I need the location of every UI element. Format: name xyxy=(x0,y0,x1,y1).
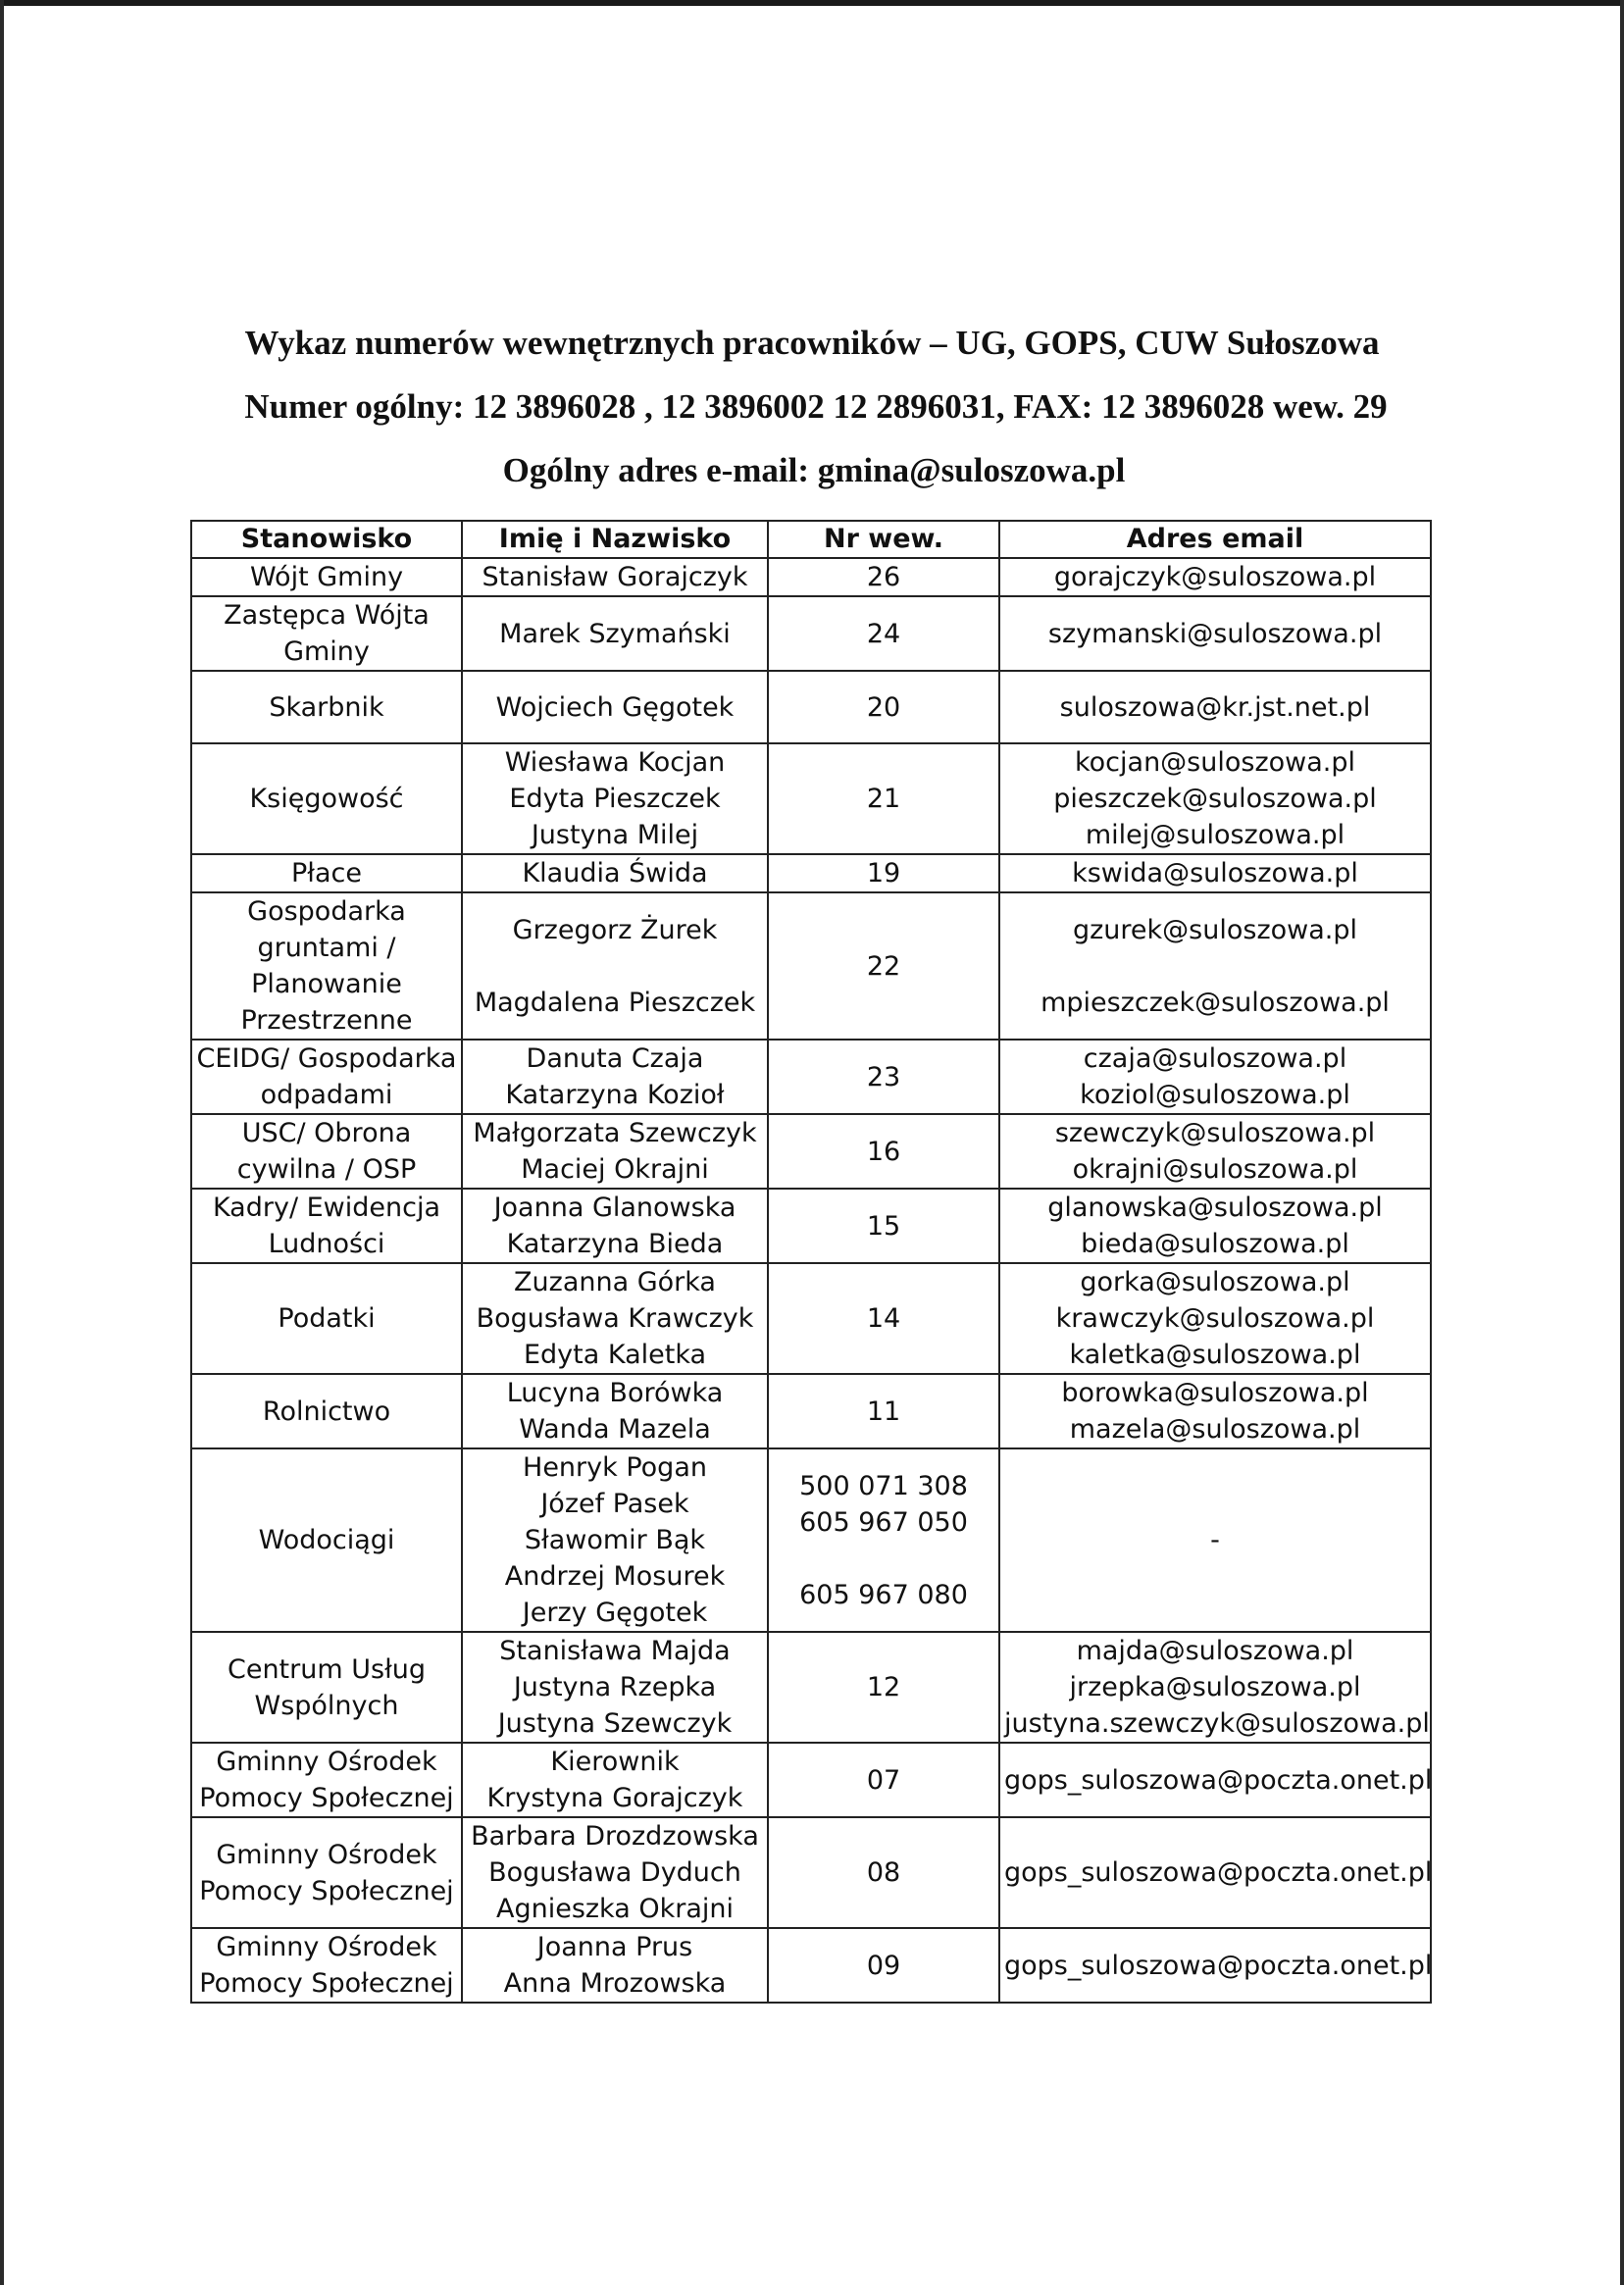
position-cell xyxy=(191,743,462,854)
extension-number: 07 xyxy=(866,1764,901,1796)
person-name: Justyna Szewczyk xyxy=(497,1708,733,1739)
person-name: Bogusława Krawczyk xyxy=(476,1303,754,1334)
extension-number: 605 967 080 xyxy=(799,1579,968,1610)
email-address: milej@suloszowa.pl xyxy=(1085,820,1345,850)
person-name: Stanisława Majda xyxy=(499,1636,731,1666)
table-row xyxy=(191,558,1431,596)
extension-number: 500 071 308 xyxy=(799,1470,968,1501)
person-name: Danuta Czaja xyxy=(526,1043,704,1074)
person-name: Sławomir Bąk xyxy=(524,1525,706,1555)
extension-cell xyxy=(768,1928,999,2003)
position-cell xyxy=(191,1374,462,1448)
column-header-email: Adres email xyxy=(999,521,1431,558)
extension-number: 605 967 050 xyxy=(799,1506,968,1538)
email-address: gorka@suloszowa.pl xyxy=(1080,1267,1350,1297)
extension-number: 14 xyxy=(866,1303,901,1334)
email-cell xyxy=(999,1817,1431,1928)
extension-number: 09 xyxy=(866,1950,901,1981)
position-line: Wspólnych xyxy=(254,1690,399,1721)
extension-number: 16 xyxy=(866,1136,901,1167)
extension-cell xyxy=(768,1114,999,1189)
position-line: Rolnictwo xyxy=(262,1396,391,1427)
position-line: CEIDG/ Gospodarka xyxy=(196,1043,457,1074)
email-cell xyxy=(999,1632,1431,1743)
position-line: Ludności xyxy=(268,1229,385,1259)
table-row xyxy=(191,1743,1431,1817)
email-address: pieszczek@suloszowa.pl xyxy=(1053,784,1377,814)
email-address: mazela@suloszowa.pl xyxy=(1069,1414,1361,1445)
scan-border-top xyxy=(0,0,1624,6)
person-name: Magdalena Pieszczek xyxy=(474,987,756,1018)
line-gap xyxy=(467,948,763,985)
position-cell xyxy=(191,1743,462,1817)
position-line: Księgowość xyxy=(249,784,404,814)
position-line: Gminny Ośrodek xyxy=(216,1747,437,1777)
person-name: Jerzy Gęgotek xyxy=(522,1598,708,1628)
email-address: gops_suloszowa@poczta.onet.pl xyxy=(1004,1857,1433,1888)
table-row xyxy=(191,671,1431,743)
name-cell xyxy=(462,1743,768,1817)
email-cell xyxy=(999,1374,1431,1448)
email-cell xyxy=(999,671,1431,743)
position-cell xyxy=(191,1189,462,1263)
position-line: Podatki xyxy=(278,1303,376,1334)
person-name: Marek Szymański xyxy=(499,618,731,649)
name-cell xyxy=(462,671,768,743)
email-cell xyxy=(999,1448,1431,1632)
table-body xyxy=(191,558,1431,2003)
email-address: szymanski@suloszowa.pl xyxy=(1047,618,1383,649)
person-name: Joanna Prus xyxy=(536,1932,693,1962)
column-header-position: Stanowisko xyxy=(191,521,462,558)
person-name: Małgorzata Szewczyk xyxy=(473,1118,757,1148)
position-line: Wójt Gminy xyxy=(249,562,404,592)
general-phone-numbers: Numer ogólny: 12 3896028 , 12 3896002 12 2896031, FAX: 12 3896028 wew. 29 xyxy=(244,387,1388,426)
line-gap xyxy=(1004,948,1426,985)
extension-number: 21 xyxy=(866,784,901,814)
email-address: suloszowa@kr.jst.net.pl xyxy=(1059,691,1371,723)
person-name: Justyna Milej xyxy=(531,820,699,850)
position-line: Przestrzenne xyxy=(240,1005,413,1036)
position-line: gruntami / xyxy=(257,933,396,963)
name-cell xyxy=(462,1114,768,1189)
position-line: Gminny Ośrodek xyxy=(216,1932,437,1962)
email-cell xyxy=(999,558,1431,596)
extension-cell xyxy=(768,892,999,1040)
extension-cell xyxy=(768,1817,999,1928)
position-line: Gminy xyxy=(283,636,370,667)
extension-cell xyxy=(768,1263,999,1374)
person-name: Anna Mrozowska xyxy=(503,1968,727,1999)
person-name: Katarzyna Bieda xyxy=(506,1229,724,1259)
staff-extension-table xyxy=(190,520,1432,2004)
email-cell xyxy=(999,892,1431,1040)
extension-cell xyxy=(768,1040,999,1114)
person-name: Henryk Pogan xyxy=(523,1452,707,1483)
column-header-name: Imię i Nazwisko xyxy=(462,521,768,558)
position-line: Centrum Usług xyxy=(227,1653,426,1685)
extension-cell xyxy=(768,671,999,743)
name-cell xyxy=(462,1189,768,1263)
position-cell xyxy=(191,1928,462,2003)
email-address: glanowska@suloszowa.pl xyxy=(1047,1193,1383,1223)
position-line: Pomocy Społecznej xyxy=(199,1875,454,1906)
extension-cell xyxy=(768,558,999,596)
person-name: Katarzyna Kozioł xyxy=(505,1080,725,1110)
email-address: kswida@suloszowa.pl xyxy=(1072,858,1358,889)
email-address: borowka@suloszowa.pl xyxy=(1061,1378,1369,1408)
extension-number: 19 xyxy=(866,858,901,889)
extension-cell xyxy=(768,1632,999,1743)
email-cell xyxy=(999,1114,1431,1189)
position-line: Płace xyxy=(291,858,362,889)
name-cell xyxy=(462,1632,768,1743)
person-name: Agnieszka Okrajni xyxy=(495,1894,734,1924)
email-address: kaletka@suloszowa.pl xyxy=(1069,1340,1361,1370)
position-cell xyxy=(191,1114,462,1189)
email-cell xyxy=(999,596,1431,671)
person-name: Zuzanna Górka xyxy=(514,1267,716,1297)
email-cell xyxy=(999,1928,1431,2003)
extension-cell xyxy=(768,743,999,854)
person-name: Edyta Kaletka xyxy=(523,1340,707,1370)
position-cell xyxy=(191,1448,462,1632)
position-line: Kadry/ Ewidencja xyxy=(212,1193,441,1223)
email-address: czaja@suloszowa.pl xyxy=(1083,1043,1347,1074)
extension-number: 08 xyxy=(866,1857,901,1888)
table-row xyxy=(191,1263,1431,1374)
name-cell xyxy=(462,1448,768,1632)
name-cell xyxy=(462,892,768,1040)
table-row xyxy=(191,1114,1431,1189)
email-address: - xyxy=(1210,1525,1220,1555)
extension-cell xyxy=(768,596,999,671)
extension-cell xyxy=(768,1374,999,1448)
email-address: szewczyk@suloszowa.pl xyxy=(1054,1118,1376,1148)
person-name: Bogusława Dyduch xyxy=(488,1857,741,1888)
table-row xyxy=(191,596,1431,671)
email-cell xyxy=(999,1743,1431,1817)
name-cell xyxy=(462,1928,768,2003)
position-line: USC/ Obrona xyxy=(241,1118,412,1148)
table-row xyxy=(191,1374,1431,1448)
name-cell xyxy=(462,854,768,892)
extension-number: 23 xyxy=(866,1061,901,1092)
email-address: gorajczyk@suloszowa.pl xyxy=(1053,562,1377,592)
person-name: Kierownik xyxy=(550,1747,680,1777)
extension-number: 11 xyxy=(866,1396,901,1427)
extension-number: 26 xyxy=(866,562,901,592)
position-line: Pomocy Społecznej xyxy=(199,1783,454,1813)
email-address: mpieszczek@suloszowa.pl xyxy=(1040,987,1390,1018)
person-name: Wiesława Kocjan xyxy=(504,747,726,778)
name-cell xyxy=(462,743,768,854)
email-address: koziol@suloszowa.pl xyxy=(1080,1080,1350,1110)
person-name: Wojciech Gęgotek xyxy=(495,691,735,723)
extension-cell xyxy=(768,1189,999,1263)
person-name: Lucyna Borówka xyxy=(506,1378,724,1408)
position-line: Skarbnik xyxy=(269,691,384,723)
person-name: Krystyna Gorajczyk xyxy=(486,1783,743,1813)
person-name: Stanisław Gorajczyk xyxy=(482,562,748,592)
table-row xyxy=(191,1928,1431,2003)
name-cell xyxy=(462,596,768,671)
extension-number: 22 xyxy=(866,950,901,982)
person-name: Grzegorz Żurek xyxy=(512,914,718,945)
email-cell xyxy=(999,1040,1431,1114)
position-line: Pomocy Społecznej xyxy=(199,1968,454,1999)
person-name: Józef Pasek xyxy=(540,1489,689,1519)
email-address: justyna.szewczyk@suloszowa.pl xyxy=(1004,1708,1430,1739)
name-cell xyxy=(462,1817,768,1928)
position-line: Gospodarka xyxy=(247,896,406,927)
email-address: okrajni@suloszowa.pl xyxy=(1072,1154,1358,1185)
position-line: Planowanie xyxy=(251,969,402,999)
name-cell xyxy=(462,1263,768,1374)
email-address: gops_suloszowa@poczta.onet.pl xyxy=(1004,1950,1433,1981)
email-cell xyxy=(999,854,1431,892)
position-cell xyxy=(191,854,462,892)
extension-number: 12 xyxy=(866,1672,901,1702)
person-name: Maciej Okrajni xyxy=(521,1154,709,1185)
extension-number: 15 xyxy=(866,1210,901,1242)
position-cell xyxy=(191,671,462,743)
email-address: kocjan@suloszowa.pl xyxy=(1074,747,1355,778)
position-cell xyxy=(191,1263,462,1374)
table-header-row xyxy=(191,521,1431,558)
position-cell xyxy=(191,892,462,1040)
extension-cell xyxy=(768,1743,999,1817)
table-row xyxy=(191,892,1431,1040)
position-line: Wodociągi xyxy=(258,1525,395,1555)
person-name: Edyta Pieszczek xyxy=(509,784,721,814)
position-cell xyxy=(191,1817,462,1928)
position-line: Zastępca Wójta xyxy=(224,600,430,631)
column-header-extension: Nr wew. xyxy=(768,521,999,558)
name-cell xyxy=(462,558,768,596)
name-cell xyxy=(462,1040,768,1114)
position-line: odpadami xyxy=(260,1080,393,1110)
table-row xyxy=(191,854,1431,892)
email-address: bieda@suloszowa.pl xyxy=(1081,1229,1349,1259)
document-title: Wykaz numerów wewnętrznych pracowników – UG, GOPS, CUW Sułoszowa xyxy=(244,324,1380,362)
extension-cell xyxy=(768,854,999,892)
person-name: Joanna Glanowska xyxy=(493,1193,736,1223)
email-address: krawczyk@suloszowa.pl xyxy=(1055,1303,1375,1334)
table-row xyxy=(191,743,1431,854)
person-name: Klaudia Świda xyxy=(522,858,708,889)
table-row xyxy=(191,1040,1431,1114)
person-name: Justyna Rzepka xyxy=(513,1672,717,1702)
table-row xyxy=(191,1817,1431,1928)
extension-number: 20 xyxy=(866,691,901,723)
email-cell xyxy=(999,1189,1431,1263)
extension-number: 24 xyxy=(866,618,901,649)
extension-cell xyxy=(768,1448,999,1632)
email-cell xyxy=(999,1263,1431,1374)
position-line: cywilna / OSP xyxy=(236,1154,417,1185)
position-cell xyxy=(191,558,462,596)
position-cell xyxy=(191,1040,462,1114)
email-address: gzurek@suloszowa.pl xyxy=(1073,914,1357,945)
email-address: jrzepka@suloszowa.pl xyxy=(1069,1672,1361,1702)
position-line: Gminny Ośrodek xyxy=(216,1839,437,1870)
table-row xyxy=(191,1448,1431,1632)
person-name: Barbara Drozdzowska xyxy=(471,1821,759,1852)
name-cell xyxy=(462,1374,768,1448)
person-name: Wanda Mazela xyxy=(519,1414,711,1445)
position-cell xyxy=(191,1632,462,1743)
person-name: Andrzej Mosurek xyxy=(504,1561,726,1592)
position-cell xyxy=(191,596,462,671)
line-gap xyxy=(773,1541,994,1577)
email-cell xyxy=(999,743,1431,854)
table-row xyxy=(191,1632,1431,1743)
table-row xyxy=(191,1189,1431,1263)
general-email: Ogólny adres e-mail: gmina@suloszowa.pl xyxy=(502,451,1126,489)
email-address: gops_suloszowa@poczta.onet.pl xyxy=(1004,1764,1433,1796)
email-address: majda@suloszowa.pl xyxy=(1076,1636,1354,1666)
